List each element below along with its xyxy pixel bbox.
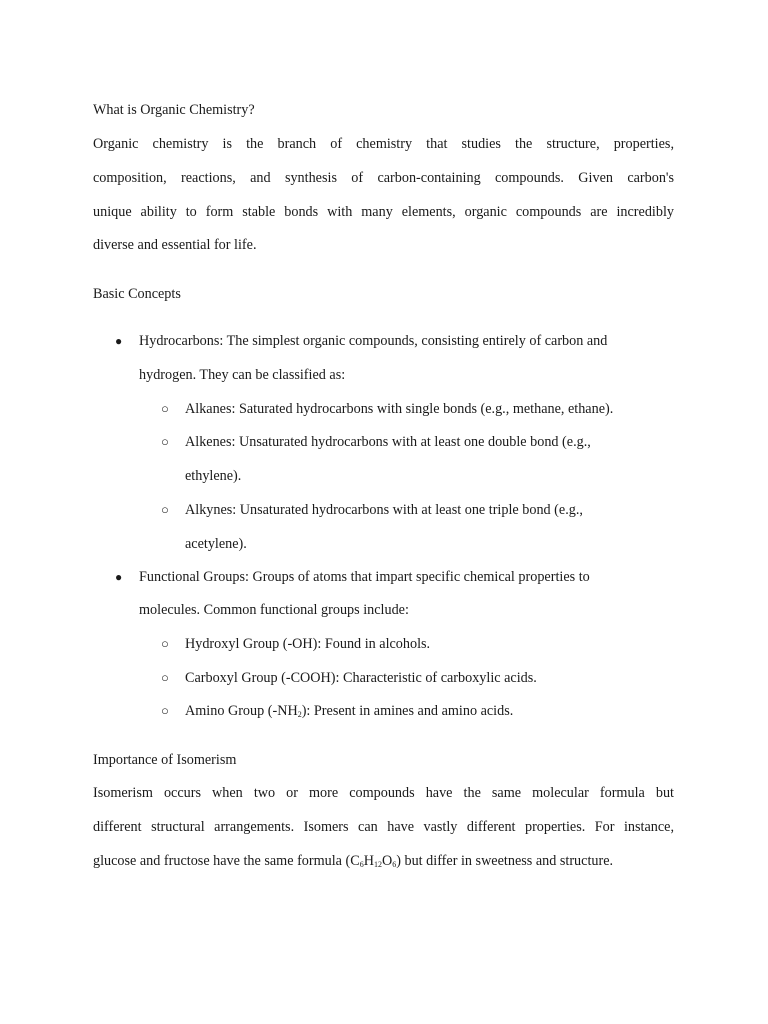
list-item-carboxyl: Carboxyl Group (-COOH): Characteristic of carboxylic acids. (185, 670, 537, 686)
bullet-disc-icon: ● (115, 570, 123, 584)
list-item-alkynes: Alkynes: Unsaturated hydrocarbons with at least one triple bond (e.g., (185, 502, 583, 518)
heading-importance-of-isomerism: Importance of Isomerism (93, 752, 237, 768)
list-item-functional-groups-cont: molecules. Common functional groups include: (139, 602, 409, 618)
bullet-circle-icon: ○ (161, 502, 169, 517)
list-item-alkanes: Alkanes: Saturated hydrocarbons with single bonds (e.g., methane, ethane). (185, 401, 614, 417)
paragraph-line-formula: glucose and fructose have the same formula $(C_6H_{12}O_6)$ but differ in sweetness and structure. (93, 853, 614, 869)
document-page (93, 0, 674, 1024)
paragraph-line: Organic chemistry is the branch of chemistry that studies the structure, properties, (93, 136, 674, 152)
list-item-alkenes: Alkenes: Unsaturated hydrocarbons with at least one double bond (e.g., (185, 434, 591, 450)
paragraph-line: Isomerism occurs when two or more compounds have the same molecular formula but (93, 785, 674, 801)
paragraph-line: unique ability to form stable bonds with many elements, organic compounds are incredibly (93, 204, 674, 220)
bullet-disc-icon: ● (115, 334, 123, 348)
paragraph-line: different structural arrangements. Isomers can have vastly different properties. For instance, (93, 819, 674, 835)
paragraph-line: diverse and essential for life. (93, 237, 257, 253)
list-item-functional-groups: Functional Groups: Groups of atoms that impart specific chemical properties to (139, 569, 590, 585)
paragraph-line: composition, reactions, and synthesis of carbon-containing compounds. Given carbon's (93, 170, 674, 186)
bullet-circle-icon: ○ (161, 670, 169, 685)
bullet-circle-icon: ○ (161, 636, 169, 651)
heading-what-is-organic-chemistry: What is Organic Chemistry? (93, 102, 255, 118)
list-item-hydrocarbons-cont: hydrogen. They can be classified as: (139, 367, 346, 383)
heading-basic-concepts: Basic Concepts (93, 286, 181, 302)
bullet-circle-icon: ○ (161, 401, 169, 416)
list-item-amino: Amino Group $(-NH_2)$: Present in amines and amino acids. (185, 703, 514, 719)
bullet-circle-icon: ○ (161, 434, 169, 449)
list-item-alkynes-cont: acetylene). (185, 536, 247, 552)
list-item-hydrocarbons: Hydrocarbons: The simplest organic compounds, consisting entirely of carbon and (139, 333, 608, 349)
bullet-circle-icon: ○ (161, 703, 169, 718)
list-item-hydroxyl: Hydroxyl Group (-OH): Found in alcohols. (185, 636, 431, 652)
list-item-alkenes-cont: ethylene). (185, 468, 242, 484)
